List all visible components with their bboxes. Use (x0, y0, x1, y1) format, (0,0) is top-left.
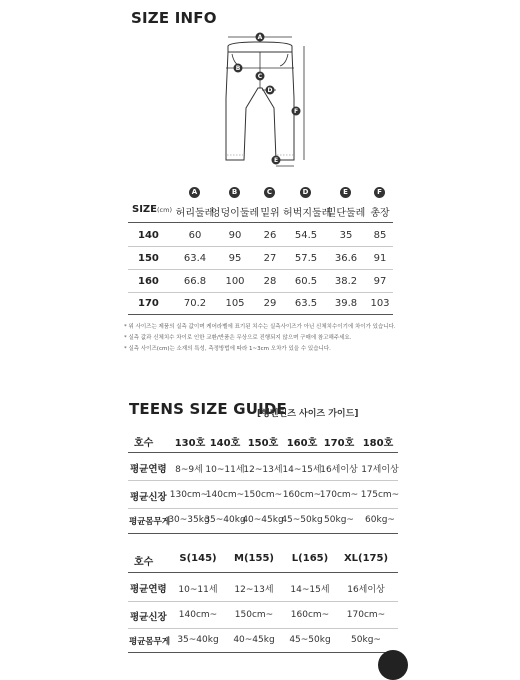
guide2-header: L(165) (291, 553, 329, 564)
teens-guide-subtitle: [헹텐틴즈 사이즈 가이드] (257, 409, 359, 419)
size-cell: 63.4 (183, 253, 207, 264)
size-cell: 26 (263, 230, 277, 241)
scroll-top-button[interactable] (378, 650, 408, 680)
svg-text:D: D (267, 87, 273, 94)
column-label-length: 총장 (370, 208, 390, 219)
svg-text:C: C (257, 73, 263, 80)
pants-diagram (210, 28, 310, 176)
size-cell: 36.6 (334, 253, 358, 264)
guide2-cell: 170cm~ (346, 610, 386, 620)
guide1-cell: 30~35kg (168, 515, 210, 525)
column-label-rise: 밑위 (260, 208, 280, 219)
guide1-cell: 50kg~ (324, 515, 354, 525)
teens-guide-title: TEENS SIZE GUIDE (129, 400, 288, 418)
guide2-cell: 45~50kg (289, 635, 331, 645)
guide1-cell: 60kg~ (365, 515, 395, 525)
guide1-cell: 150cm~ (243, 490, 283, 500)
guide2-header: S(145) (179, 553, 217, 564)
size-cell: 57.5 (294, 253, 318, 264)
guide1-row-divider (128, 480, 398, 481)
size-table-top-rule (128, 222, 393, 223)
guide2-row-divider (128, 601, 398, 602)
size-cell: 90 (228, 230, 242, 241)
diagram-badge-b (234, 64, 243, 73)
column-badge-e: E (340, 187, 351, 198)
size-cell: 85 (373, 230, 387, 241)
guide2-cell: 40~45kg (233, 635, 275, 645)
guide1-row-label: 평균몸무게 (129, 517, 171, 527)
size-cell: 70.2 (183, 298, 207, 309)
column-badge-a: A (189, 187, 200, 198)
diagram-badge-c (256, 72, 265, 81)
guide2-cell: 160cm~ (290, 610, 330, 620)
size-cell: 29 (263, 298, 277, 309)
guide1-header: 180호 (362, 438, 394, 449)
column-badge-f: F (374, 187, 385, 198)
guide1-cell: 130cm~ (169, 490, 209, 500)
size-cell: 28 (263, 276, 277, 287)
guide1-row-divider (128, 508, 398, 509)
size-cell: 60 (188, 230, 202, 241)
guide1-cell: 14~15세 (282, 465, 322, 475)
guide2-row-divider (128, 628, 398, 629)
guide1-cell: 10~11세 (205, 465, 245, 475)
size-row-divider (128, 292, 393, 293)
guide1-header: 140호 (209, 438, 241, 449)
guide1-row-label: 평균연령 (130, 464, 167, 475)
svg-text:A: A (257, 34, 263, 41)
size-row-label: 170 (138, 298, 159, 309)
size-cell: 97 (373, 276, 387, 287)
guide2-cell: 14~15세 (290, 585, 330, 595)
column-badge-c: C (264, 187, 275, 198)
size-cell: 91 (373, 253, 387, 264)
guide1-cell: 40~45kg (242, 515, 284, 525)
column-label-hem: 밑단둘레 (326, 208, 366, 219)
size-cell: 54.5 (294, 230, 318, 241)
size-cell: 95 (228, 253, 242, 264)
guide1-header: 170호 (323, 438, 355, 449)
guide1-bottom-rule (128, 533, 398, 534)
guide1-cell: 8~9세 (175, 465, 203, 475)
guide1-row-label: 평균신장 (130, 492, 167, 503)
size-row-label: 160 (138, 276, 159, 287)
guide1-header: 160호 (286, 438, 318, 449)
guide1-cell: 16세이상 (320, 465, 358, 475)
column-label-waist: 허리둘레 (175, 208, 215, 219)
guide2-row-label: 평균신장 (130, 612, 167, 623)
diagram-badge-d (266, 86, 275, 95)
guide1-cell: 170cm~ (319, 490, 359, 500)
size-cell: 38.2 (334, 276, 358, 287)
guide2-top-rule (128, 572, 398, 573)
guide2-header-label: 호수 (134, 557, 154, 568)
size-row-divider (128, 246, 393, 247)
guide2-row-label: 평균몸무게 (129, 637, 171, 647)
guide2-cell: 50kg~ (351, 635, 381, 645)
guide1-header-label: 호수 (134, 438, 154, 449)
size-table-bottom-rule (128, 314, 393, 315)
guide1-cell: 35~40kg (204, 515, 246, 525)
guide2-cell: 12~13세 (234, 585, 274, 595)
guide1-cell: 140cm~ (205, 490, 245, 500)
guide1-cell: 160cm~ (282, 490, 322, 500)
size-note: * 위 사이즈는 제품의 실측 값이며 케어라벨에 표기된 치수는 실측사이즈가 아닌 신체치수이기에 차이가 있습니다. (124, 324, 396, 330)
size-cell: 103 (370, 298, 390, 309)
size-cell: 60.5 (294, 276, 318, 287)
svg-text:E: E (273, 157, 279, 164)
guide1-cell: 45~50kg (281, 515, 323, 525)
guide1-cell: 12~13세 (243, 465, 283, 475)
size-note: * 실측 값과 신체치수 차이로 인한 교환/반품은 무상으로 진행되지 않으며 구매에 참고해주세요. (124, 335, 352, 341)
column-badge-b: B (229, 187, 240, 198)
size-cell: 27 (263, 253, 277, 264)
guide2-bottom-rule (128, 652, 398, 653)
diagram-badge-a (256, 33, 265, 42)
size-cell: 100 (225, 276, 245, 287)
size-row-label: 150 (138, 253, 159, 264)
size-cell: 105 (225, 298, 245, 309)
column-label-hip: 엉덩이둘레 (210, 208, 260, 219)
size-header: SIZE(cm) (132, 204, 172, 215)
size-row-divider (128, 269, 393, 270)
column-badge-d: D (300, 187, 311, 198)
guide1-cell: 17세이상 (361, 465, 399, 475)
size-cell: 39.8 (334, 298, 358, 309)
guide2-cell: 16세이상 (347, 585, 385, 595)
size-info-title: SIZE INFO (131, 9, 217, 27)
guide2-cell: 150cm~ (234, 610, 274, 620)
guide1-cell: 175cm~ (360, 490, 400, 500)
guide2-cell: 140cm~ (178, 610, 218, 620)
size-note: * 실측 사이즈(cm)는 소재의 특성, 측정방법에 따라 1~3cm 오차가 있을 수 있습니다. (124, 346, 331, 352)
column-label-thigh: 허벅지둘레 (283, 208, 332, 219)
size-cell: 66.8 (183, 276, 207, 287)
guide2-cell: 10~11세 (178, 585, 218, 595)
size-cell: 35 (339, 230, 353, 241)
diagram-badge-e (272, 156, 281, 165)
size-row-label: 140 (138, 230, 159, 241)
svg-text:B: B (235, 65, 241, 72)
guide1-top-rule (128, 452, 398, 453)
guide2-header: XL(175) (343, 553, 389, 564)
guide2-row-label: 평균연령 (130, 584, 167, 595)
size-cell: 63.5 (294, 298, 318, 309)
guide2-header: M(155) (234, 553, 274, 564)
guide1-header: 150호 (247, 438, 279, 449)
svg-text:F: F (293, 108, 299, 115)
diagram-badge-f (292, 107, 301, 116)
size-unit: (cm) (157, 206, 172, 214)
guide2-cell: 35~40kg (177, 635, 219, 645)
guide1-header: 130호 (174, 438, 206, 449)
